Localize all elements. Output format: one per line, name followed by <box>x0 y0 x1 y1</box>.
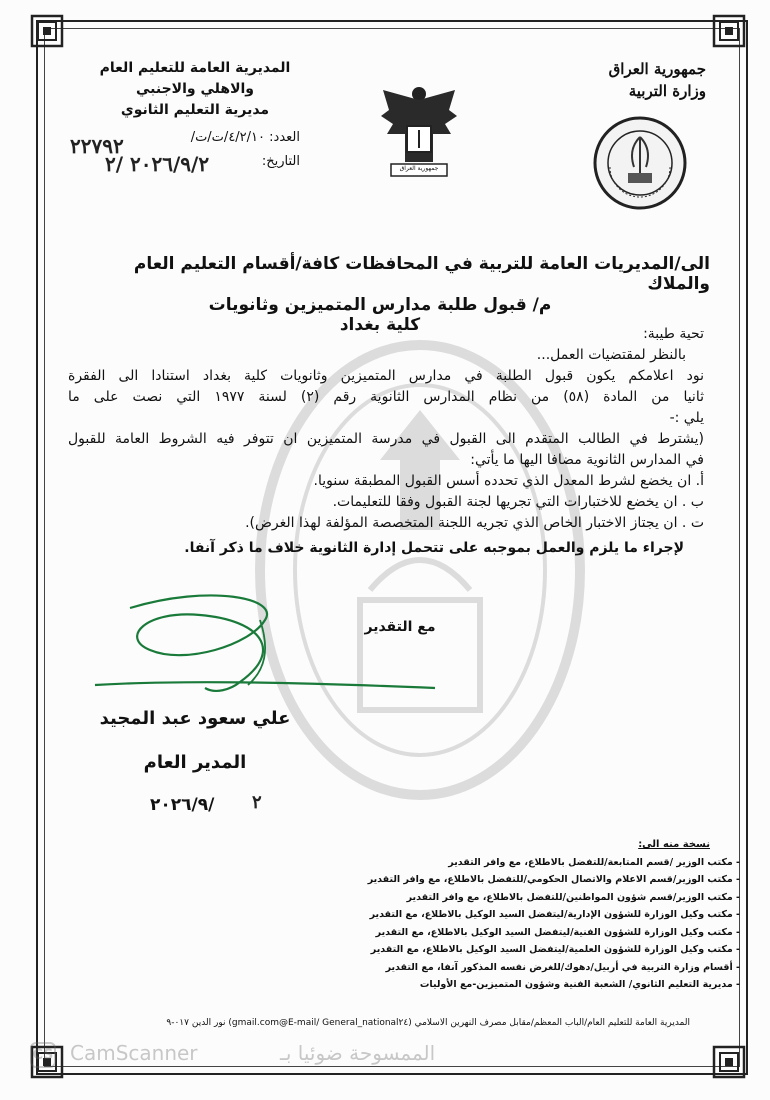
footer-address: المديرية العامة للتعليم العام/الباب المعظم/مقابل مصرف النهرين الاسلامي (E-mail/ General_national٢٤@gmail.com) نور الدين ٠١٧-٩ <box>166 1018 690 1028</box>
camscanner-arabic-label: الممسوحة ضوئيا بـ <box>280 1041 436 1065</box>
copy-recipient: - مكتب الوزير /قسم المتابعة/للتفضل بالاطلاع، مع وافر التقدير <box>448 856 740 868</box>
addressee-line: الى/المديريات العامة للتربية في المحافظات كافة/أقسام التعليم العام والملاك <box>133 254 710 294</box>
document-date-label: التاريخ: <box>261 154 300 169</box>
ministry-name: وزارة التربية <box>628 82 706 100</box>
document-number-handwritten: ٢٢٧٩٢ <box>70 134 124 158</box>
country-name: جمهورية العراق <box>608 60 706 78</box>
document-date-handwritten: ٢٠٢٦/٩/٢ /٢ <box>105 152 210 176</box>
body-line: في المدارس الثانوية مضافا اليها ما يأتي: <box>470 452 704 468</box>
header-right <box>546 58 706 102</box>
condition-a: أ. ان يخضع لشرط المعدل الذي تحدده أسس القبول المطبقة سنويا. <box>313 473 704 489</box>
copy-recipient: - مديرية التعليم الثانوي/ الشعبة الفنية وشؤون المتميزين-مع الأوليات <box>419 979 740 990</box>
copy-recipient: - أقسام وزارة التربية في أربيل/دهوك/للغرض نفسه المذكور آنفا، مع التقدير <box>385 961 740 973</box>
body-line: نود اعلامكم يكون قبول الطلبة في مدارس المتميزين وثانويات كلية بغداد استنادا الى الفقرة <box>68 368 704 384</box>
condition-b: ب . ان يخضع للاختبارات التي تجريها لجنة القبول وفقا للتعليمات. <box>332 494 704 510</box>
subject-line: م/ قبول طلبة مدارس المتميزين وثانويات كلية بغداد <box>208 295 552 335</box>
copy-recipient: - مكتب الوزير/قسم الاعلام والاتصال الحكومي/للتفضل بالاطلاع، مع وافر التقدير <box>367 874 740 885</box>
copies-list <box>330 836 740 994</box>
regards-line: مع التقدير <box>364 619 436 635</box>
closing-instruction: لإجراء ما يلزم والعمل بموجبه على تتحمل إدارة الثانوية خلاف ما ذكر آنفا. <box>184 540 684 556</box>
copy-recipient: - مكتب وكيل الوزارة للشؤون العلمية/ليتفضل السيد الوكيل بالاطلاع، مع التقدير <box>370 944 740 955</box>
camscanner-watermark <box>30 1040 470 1070</box>
signature-date-handwritten: ٢ <box>252 792 262 813</box>
secondary-directorate: مديرية التعليم الثانوي <box>120 102 270 118</box>
corner-ornament-icon <box>712 14 746 48</box>
camscanner-label: CamScanner <box>70 1041 198 1065</box>
copy-recipient: - مكتب وكيل الوزارة للشؤون الفنية/ليتفضل السيد الوكيل بالاطلاع، مع التقدير <box>375 926 740 938</box>
condition-t: ت . ان يجتاز الاختبار الخاص الذي تجريه اللجنة المتخصصة المؤلفة لهذا الغرض). <box>245 515 704 531</box>
signatory-title: المدير العام <box>143 752 247 773</box>
body-line: ثانيا من المادة (٥٨) من نظام المدارس الثانوية رقم (٢) لسنة ١٩٧٧ التي نصت على ما <box>68 389 704 405</box>
signatory-name: علي سعود عبد المجيد <box>99 708 291 729</box>
camscanner-logo-icon: CS <box>30 1042 56 1068</box>
copy-recipient: - مكتب الوزير/قسم شؤون المواطنين/للتفضل بالاطلاع، مع وافر التقدير <box>406 891 740 903</box>
document-number-label: العدد: ٤/٢/١٠/ت/ت/ <box>190 130 300 145</box>
emblem-caption: جمهورية العراق <box>399 165 439 172</box>
greeting: تحية طيبة: <box>643 326 704 342</box>
corner-ornament-icon <box>712 1045 746 1079</box>
body-line: يلي :- <box>669 410 704 426</box>
directorate-general: المديرية العامة للتعليم العام <box>99 60 291 76</box>
body-line: بالنظر لمقتضيات العمل... <box>536 347 686 363</box>
header-left <box>90 58 300 121</box>
copy-recipient: - مكتب وكيل الوزارة للشؤون الإدارية/ليتفضل السيد الوكيل بالاطلاع، مع التقدير <box>369 909 740 920</box>
directorate-subline: والاهلي والاجنبي <box>136 81 254 97</box>
body-line: (يشترط في الطالب المتقدم الى القبول في مدرسة المتميزين ان تتوفر فيه الشروط العامة للقبول <box>68 431 704 447</box>
copies-heading: نسخة منه الى: <box>638 839 710 850</box>
signature-date: ٢٠٢٦/٩/ <box>150 795 215 815</box>
letter-body <box>68 324 704 559</box>
corner-ornament-icon <box>30 14 64 48</box>
ministry-seal-icon <box>592 115 688 211</box>
handwritten-signature-icon <box>90 590 450 710</box>
